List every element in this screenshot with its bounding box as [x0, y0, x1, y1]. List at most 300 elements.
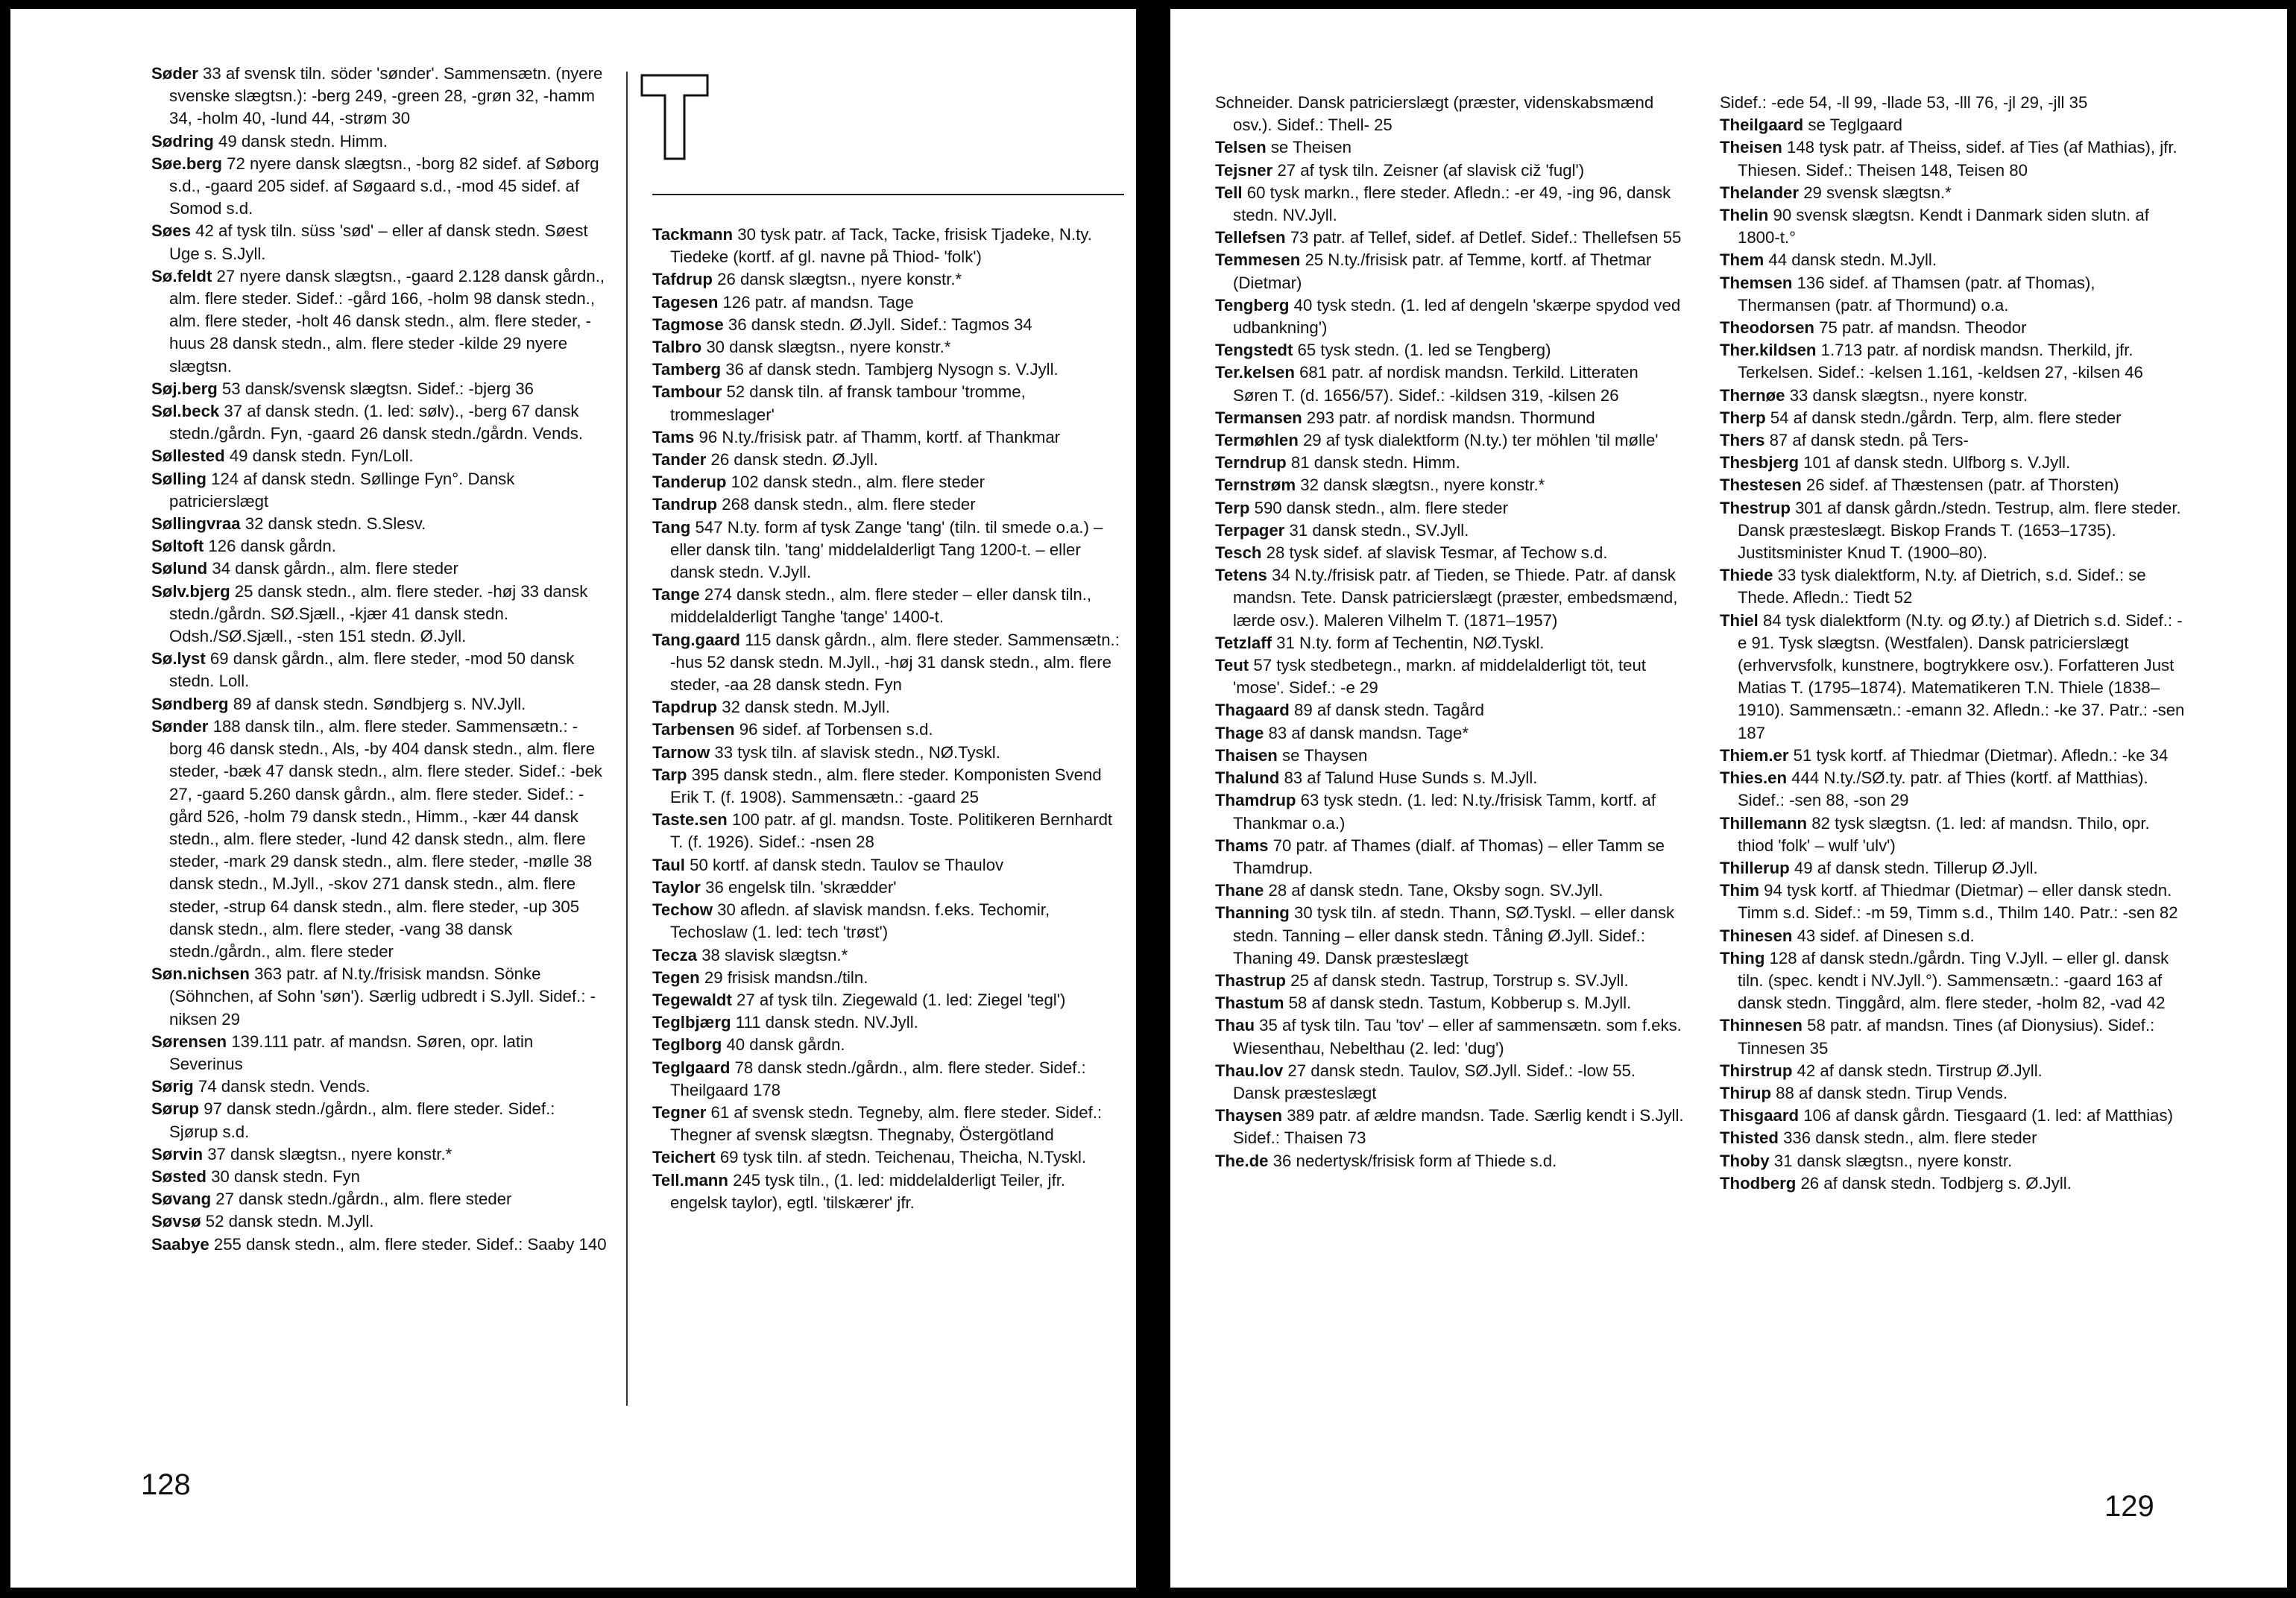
- entry-headword: Terpager: [1215, 520, 1285, 540]
- entry-headword: Talbro: [652, 338, 702, 357]
- dictionary-entry: [151, 1210, 608, 1233]
- entry-headword: Saabye: [151, 1234, 209, 1254]
- entry-text: 81 dansk stedn. Himm.: [1286, 453, 1460, 473]
- entry-headword: Søder: [151, 64, 198, 83]
- entry-headword: Tagesen: [652, 292, 719, 312]
- entry-text: 25 dansk stedn., alm. flere steder. -høj 33 dansk stedn./gårdn. SØ.Sjæll., -kjær 41 dansk stedn. Odsh./SØ.Sjæll., -sten 151 stedn. Ø.Jyll.: [169, 581, 588, 646]
- entry-headword: Teglborg: [652, 1035, 722, 1055]
- entry-text: 36 engelsk tiln. 'skrædder': [700, 877, 897, 897]
- entry-headword: Sølund: [151, 559, 208, 578]
- dictionary-entry: [652, 268, 1123, 291]
- entry-text: 49 dansk stedn. Fyn/Loll.: [224, 446, 414, 466]
- entry-text: 87 af dansk stedn. på Ters-: [1764, 431, 1969, 450]
- entry-text: 83 af dansk mandsn. Tage*: [1264, 723, 1469, 742]
- dictionary-entry: [151, 445, 608, 467]
- entry-headword: Thamdrup: [1215, 791, 1296, 810]
- entry-text: 274 dansk stedn., alm. flere steder – eller dansk tiln., middelalderligt Tanghe 'tange' 1400-t.: [670, 585, 1092, 627]
- dictionary-entry: [652, 629, 1123, 697]
- entry-headword: Ther.kildsen: [1720, 341, 1817, 360]
- entry-headword: Thestrup: [1720, 498, 1791, 517]
- entry-headword: Tang.gaard: [652, 630, 740, 649]
- entry-headword: Thiede: [1720, 566, 1773, 585]
- entry-headword: Thesbjerg: [1720, 453, 1800, 473]
- dictionary-entry: [1215, 249, 1685, 294]
- dictionary-entry: [1215, 1105, 1685, 1149]
- left-page-column-2: [652, 224, 1123, 1214]
- entry-headword: Søllested: [151, 446, 225, 466]
- entry-headword: Thastum: [1215, 994, 1284, 1013]
- entry-headword: Søn.nichsen: [151, 964, 250, 984]
- dictionary-entry: [151, 1188, 608, 1210]
- entry-text: 69 dansk gårdn., alm. flere steder, -mod 50 dansk stedn. Loll.: [169, 649, 575, 691]
- entry-text: 27 nyere dansk slægtsn., -gaard 2.128 dansk gårdn., alm. flere steder. Sidef.: -gård 166, -holm 98 dansk stedn., alm. flere steder, -holt 46 dansk stedn., alm. flere steder, -huus 28 dansk stedn., alm. flere steder -kilde 29 nyere slægtsn.: [169, 266, 605, 376]
- dictionary-entry: [151, 1234, 608, 1256]
- entry-text: 26 af dansk stedn. Todbjerg s. Ø.Jyll.: [1796, 1173, 2072, 1193]
- entry-text: 27 dansk stedn. Taulov, SØ.Jyll. Sidef.: -low 55. Dansk præsteslægt: [1233, 1061, 1636, 1102]
- entry-text: 389 patr. af ældre mandsn. Tade. Særlig kendt i S.Jyll. Sidef.: Thaisen 73: [1233, 1106, 1684, 1148]
- entry-headword: Tell.mann: [652, 1170, 728, 1190]
- entry-headword: Sø.lyst: [151, 649, 206, 669]
- entry-headword: Thillemann: [1720, 813, 1808, 833]
- dictionary-entry: [151, 1143, 608, 1166]
- entry-text: 31 dansk slægtsn., nyere konstr.: [1769, 1151, 2013, 1170]
- dictionary-entry: [1720, 249, 2189, 271]
- dictionary-entry: [1720, 429, 2189, 452]
- entry-text: 126 patr. af mandsn. Tage: [718, 292, 914, 312]
- entry-headword: Thies.en: [1720, 768, 1788, 788]
- entry-text: 26 dansk slægtsn., nyere konstr.*: [712, 270, 962, 289]
- entry-headword: Techow: [652, 900, 713, 920]
- dictionary-entry: [151, 220, 608, 265]
- entry-text: 52 dansk stedn. M.Jyll.: [201, 1212, 374, 1231]
- dictionary-entry: [1215, 452, 1685, 474]
- entry-text: 54 af dansk stedn./gårdn. Terp, alm. flere steder: [1765, 408, 2122, 427]
- dictionary-entry: [151, 400, 608, 445]
- dictionary-entry: [1720, 857, 2189, 879]
- entry-headword: Thirstrup: [1720, 1061, 1793, 1080]
- entry-text: 27 dansk stedn./gårdn., alm. flere steder: [211, 1190, 512, 1209]
- entry-text: 100 patr. af gl. mandsn. Toste. Politikeren Bernhardt T. (f. 1926). Sidef.: -nsen 28: [670, 810, 1113, 852]
- entry-headword: Thalund: [1215, 768, 1280, 788]
- entry-headword: Thoby: [1720, 1151, 1770, 1170]
- entry-text: 363 patr. af N.ty./frisisk mandsn. Sönke (Söhnchen, af Sohn 'søn'). Særlig udbredt i S.Jyll. Sidef.: -niksen 29: [169, 964, 596, 1029]
- entry-headword: Tell: [1215, 183, 1243, 202]
- dictionary-entry: [652, 1169, 1123, 1214]
- entry-text: 30 tysk tiln. af stedn. Thann, SØ.Tyskl. – eller dansk stedn. Tanning – eller dansk stedn. Tåning Ø.Jyll. Sidef.: Thaning 49. Dansk præsteslægt: [1233, 903, 1675, 967]
- entry-text: 32 dansk stedn. M.Jyll.: [717, 698, 890, 717]
- dictionary-entry: [652, 314, 1123, 336]
- entry-headword: Tackmann: [652, 225, 734, 244]
- dictionary-entry: [652, 877, 1123, 899]
- entry-headword: Thim: [1720, 881, 1759, 900]
- entry-headword: Søes: [151, 221, 192, 241]
- dictionary-entry: [151, 1076, 608, 1098]
- left-page-column-1: [151, 63, 608, 1256]
- dictionary-entry: [1215, 1060, 1685, 1105]
- right-page-column-2: [1720, 92, 2189, 1195]
- entry-headword: Tams: [652, 427, 695, 446]
- entry-headword: Søllingvraa: [151, 514, 241, 534]
- entry-text: 115 dansk gårdn., alm. flere steder. Sammensætn.: -hus 52 dansk stedn. M.Jyll., -høj 31 dansk stedn., alm. flere steder, -aa 28 dansk stedn. Fyn: [670, 630, 1120, 695]
- dictionary-entry: [1215, 1150, 1685, 1172]
- entry-text: 44 dansk stedn. M.Jyll.: [1764, 250, 1937, 270]
- entry-text: 1.713 patr. af nordisk mandsn. Therkild, jfr. Terkelsen. Sidef.: -kelsen 1.161, -keldsen 27, -kilsen 46: [1738, 341, 2143, 382]
- entry-text: 35 af tysk tiln. Tau 'tov' – eller af sammensætn. som f.eks. Wiesenthau, Nebelthau (2. led: 'dug'): [1233, 1016, 1682, 1058]
- entry-headword: Thane: [1215, 881, 1264, 900]
- dictionary-entry: [1720, 1105, 2189, 1127]
- entry-text: 34 N.ty./frisisk patr. af Tieden, se Thiede. Patr. af dansk mandsn. Tete. Dansk patricierslægt (præster, embedsmænd, lærde osv.). Maleren Vilhelm T. (1871–1957): [1233, 566, 1678, 630]
- dictionary-entry: [151, 153, 608, 221]
- dictionary-entry: [1720, 812, 2189, 857]
- dictionary-entry: [652, 696, 1123, 719]
- entry-headword: Theodorsen: [1720, 318, 1814, 338]
- entry-text: 31 dansk stedn., SV.Jyll.: [1284, 520, 1469, 540]
- dictionary-entry: [652, 899, 1123, 944]
- entry-text: 29 frisisk mandsn./tiln.: [699, 967, 868, 987]
- dictionary-entry: [1215, 745, 1685, 767]
- dictionary-entry: [1215, 136, 1685, 159]
- entry-headword: Tapdrup: [652, 698, 718, 717]
- entry-text: 36 dansk stedn. Ø.Jyll. Sidef.: Tagmos 34: [723, 315, 1032, 334]
- dictionary-entry: [1215, 654, 1685, 699]
- entry-headword: Thernøe: [1720, 385, 1785, 405]
- entry-headword: Teut: [1215, 656, 1249, 675]
- entry-text: 43 sidef. af Dinesen s.d.: [1792, 926, 1975, 945]
- entry-headword: Tetzlaff: [1215, 633, 1272, 652]
- entry-headword: Sørvin: [151, 1144, 204, 1163]
- entry-text: 94 tysk kortf. af Thiedmar (Dietmar) – eller dansk stedn. Timm s.d. Sidef.: -m 59, Timm s.d., Thilm 140. Patr.: -sen 82: [1738, 881, 2178, 923]
- dictionary-entry: [652, 1146, 1123, 1169]
- entry-text: 33 af svensk tiln. söder 'sønder'. Sammensætn. (nyere svenske slægtsn.): -berg 249, -green 28, -grøn 32, -hamm 34, -holm 40, -lund 44, -strøm 30: [169, 64, 603, 128]
- entry-headword: Theisen: [1720, 138, 1782, 157]
- entry-headword: Sørig: [151, 1077, 194, 1096]
- entry-text: 63 tysk stedn. (1. led: N.ty./frisisk Tamm, kortf. af Thankmar o.a.): [1233, 791, 1656, 833]
- dictionary-entry: [151, 1031, 608, 1076]
- dictionary-entry: [1720, 317, 2189, 339]
- entry-headword: Tandrup: [652, 495, 718, 514]
- entry-text: 70 patr. af Thames (dialf. af Thomas) – eller Tamm se Thamdrup.: [1233, 836, 1665, 877]
- entry-text: 28 tysk sidef. af slavisk Tesmar, af Techow s.d.: [1261, 543, 1608, 563]
- entry-headword: Tarp: [652, 765, 687, 784]
- dictionary-entry: [652, 1102, 1123, 1146]
- entry-headword: Thanning: [1215, 903, 1290, 923]
- dictionary-entry: [1720, 767, 2189, 812]
- entry-text: 30 tysk patr. af Tack, Tacke, frisisk Tjadeke, N.ty. Tiedeke (kortf. af gl. navne på Thiod- 'folk'): [670, 225, 1092, 267]
- entry-headword: Thastrup: [1215, 970, 1286, 990]
- entry-headword: Tafdrup: [652, 270, 713, 289]
- entry-headword: Tarbensen: [652, 720, 735, 739]
- dictionary-entry: [652, 1011, 1123, 1034]
- entry-text: 32 dansk stedn. S.Slesv.: [240, 514, 426, 534]
- entry-headword: Thers: [1720, 431, 1765, 450]
- entry-headword: Taul: [652, 855, 685, 874]
- entry-headword: Thagaard: [1215, 701, 1290, 720]
- entry-headword: Søl.beck: [151, 402, 220, 421]
- entry-text: 33 tysk tiln. af slavisk stedn., NØ.Tyskl.: [710, 742, 1000, 762]
- dictionary-entry: [652, 517, 1123, 584]
- dictionary-entry: [1215, 699, 1685, 721]
- entry-headword: Thage: [1215, 723, 1264, 742]
- dictionary-entry: [151, 1166, 608, 1188]
- entry-headword: Tambour: [652, 382, 722, 402]
- dictionary-entry: [1215, 542, 1685, 564]
- dictionary-entry: [151, 693, 608, 716]
- dictionary-entry: [1720, 1060, 2189, 1082]
- dictionary-entry: [1720, 114, 2189, 136]
- page-number: 129: [2104, 1490, 2154, 1523]
- entry-text: 90 svensk slægtsn. Kendt i Danmark siden slutn. af 1800-t.°: [1738, 206, 2149, 247]
- entry-headword: Taste.sen: [652, 810, 728, 830]
- entry-text: 72 nyere dansk slægtsn., -borg 82 sidef. af Søborg s.d., -gaard 205 sidef. af Søgaard s.d., -mod 45 sidef. af Somod s.d.: [169, 154, 599, 218]
- entry-text: 83 af Talund Huse Sunds s. M.Jyll.: [1279, 768, 1538, 788]
- entry-headword: Tengberg: [1215, 295, 1290, 315]
- column-divider: [626, 72, 628, 1406]
- dictionary-entry: [1720, 947, 2189, 1015]
- entry-headword: Sørup: [151, 1099, 200, 1119]
- entry-headword: Thirup: [1720, 1083, 1772, 1102]
- entry-text: 42 af dansk stedn. Tirstrup Ø.Jyll.: [1792, 1061, 2043, 1080]
- entry-text: 42 af tysk tiln. süss 'sød' – eller af dansk stedn. Søest Uge s. S.Jyll.: [169, 221, 588, 263]
- entry-text: 97 dansk stedn./gårdn., alm. flere steder. Sidef.: Sjørup s.d.: [169, 1099, 555, 1141]
- entry-text: 106 af dansk gårdn. Tiesgaard (1. led: af Matthias): [1799, 1106, 2174, 1125]
- entry-headword: Thelin: [1720, 206, 1769, 225]
- entry-headword: Tamberg: [652, 360, 722, 379]
- entry-headword: Tegen: [652, 967, 700, 987]
- entry-text: 124 af dansk stedn. Søllinge Fyn°. Dansk patricierslægt: [169, 469, 515, 511]
- entry-headword: Teglgaard: [652, 1058, 731, 1077]
- dictionary-entry: [1720, 272, 2189, 317]
- dictionary-entry: [1215, 92, 1685, 136]
- dictionary-entry: [1215, 497, 1685, 519]
- entry-headword: Søvsø: [151, 1212, 201, 1231]
- entry-headword: Thelander: [1720, 183, 1800, 202]
- entry-text: 139.111 patr. af mandsn. Søren, opr. latin Severinus: [169, 1032, 534, 1073]
- entry-headword: Termøhlen: [1215, 431, 1299, 450]
- entry-text: 88 af dansk stedn. Tirup Vends.: [1771, 1083, 2008, 1102]
- dictionary-entry: [652, 854, 1123, 877]
- entry-text: 28 af dansk stedn. Tane, Oksby sogn. SV.Jyll.: [1264, 881, 1603, 900]
- entry-text: 89 af dansk stedn. Søndbjerg s. NV.Jyll.: [228, 694, 526, 713]
- dictionary-entry: [652, 224, 1123, 268]
- entry-headword: Thaisen: [1215, 745, 1278, 765]
- entry-text: 29 af tysk dialektform (N.ty.) ter möhlen 'til mølle': [1298, 431, 1659, 450]
- entry-headword: Thisgaard: [1720, 1106, 1800, 1125]
- entry-text: Sidef.: -ede 54, -ll 99, -llade 53, -lll 76, -jl 29, -jll 35: [1720, 93, 2088, 112]
- dictionary-entry: [652, 381, 1123, 426]
- dictionary-entry: [652, 336, 1123, 359]
- dictionary-entry: [151, 130, 608, 153]
- entry-text: 26 sidef. af Thæstensen (patr. af Thorsten): [1801, 476, 2119, 495]
- entry-text: 293 patr. af nordisk mandsn. Thormund: [1302, 408, 1595, 427]
- left-page: [10, 9, 1136, 1588]
- entry-text: 52 dansk tiln. af fransk tambour 'tromme, trommeslager': [670, 382, 1026, 424]
- entry-headword: Thau: [1215, 1016, 1255, 1035]
- dictionary-entry: [652, 584, 1123, 628]
- dictionary-entry: [1720, 136, 2189, 181]
- entry-headword: Tange: [652, 585, 700, 604]
- entry-headword: Ter.kelsen: [1215, 363, 1295, 382]
- entry-text: 53 dansk/svensk slægtsn. Sidef.: -bjerg 36: [217, 379, 534, 398]
- dictionary-entry: [151, 581, 608, 648]
- entry-text: 40 tysk stedn. (1. led af dengeln 'skærpe spydod ved udbankning'): [1233, 295, 1681, 338]
- dictionary-entry: [652, 1034, 1123, 1056]
- entry-text: 547 N.ty. form af tysk Zange 'tang' (tiln. til smede o.a.) – eller dansk tiln. 'tang' middelalderligt Tang 1200-t. – eller dansk stedn. V.Jyll.: [670, 517, 1103, 582]
- entry-text: 37 af dansk stedn. (1. led: sølv)., -berg 67 dansk stedn./gårdn. Fyn, -gaard 26 dansk stedn./gårdn. Vends.: [169, 402, 584, 443]
- entry-headword: Teichert: [652, 1148, 716, 1167]
- entry-headword: Teglbjærg: [652, 1013, 731, 1032]
- entry-headword: Tesch: [1215, 543, 1262, 563]
- dictionary-entry: [1215, 767, 1685, 789]
- dictionary-entry: [151, 558, 608, 580]
- entry-headword: Terp: [1215, 498, 1250, 517]
- entry-text: 96 sidef. af Torbensen s.d.: [734, 720, 933, 739]
- entry-headword: Sølling: [151, 469, 206, 488]
- entry-headword: Termansen: [1215, 408, 1302, 427]
- entry-headword: Tagmose: [652, 315, 724, 334]
- entry-text: 27 af tysk tiln. Ziegewald (1. led: Ziegel 'tegl'): [731, 990, 1066, 1009]
- entry-headword: Tetens: [1215, 566, 1267, 585]
- entry-headword: Sø.feldt: [151, 266, 212, 285]
- entry-text: 188 dansk tiln., alm. flere steder. Sammensætn.: -borg 46 dansk stedn., Als, -by 404 dansk stedn., alm. flere steder, -bæk 47 dansk stedn., alm. flere steder. Sidef.: -bek 27, -gaard 5.260 dansk gårdn., alm. flere steder. Sidef.: -gård 526, -holm 79 dansk stedn., Himm., -kær 44 dansk stedn., alm. flere steder, -lund 42 dansk stedn., alm. flere steder, -mark 29 dansk stedn., alm. flere steder, -mølle 38 dansk stedn., M.Jyll., -skov 271 dansk stedn., alm. flere steder, -strup 64 dansk stedn., alm. flere steder, -up 305 dansk stedn., alm. flere steder, -vang 38 dansk stedn./gårdn., alm. flere steder: [169, 716, 602, 961]
- entry-text: 82 tysk slægtsn. (1. led: af mandsn. Thilo, opr. thiod 'folk' – wulf 'ulv'): [1738, 813, 2150, 855]
- dictionary-entry: [1215, 879, 1685, 902]
- entry-text: 336 dansk stedn., alm. flere steder: [1778, 1128, 2037, 1148]
- entry-headword: Thisted: [1720, 1128, 1779, 1148]
- dictionary-entry: [652, 944, 1123, 967]
- entry-text: 25 N.ty./frisisk patr. af Temme, kortf. af Thetmar (Dietmar): [1233, 250, 1652, 292]
- page-number: 128: [141, 1468, 191, 1501]
- entry-text: 111 dansk stedn. NV.Jyll.: [731, 1013, 918, 1032]
- dictionary-entry: [1215, 519, 1685, 542]
- dictionary-entry: [652, 719, 1123, 741]
- entry-headword: Thillerup: [1720, 858, 1790, 877]
- dictionary-entry: [652, 449, 1123, 471]
- entry-text: 34 dansk gårdn., alm. flere steder: [207, 559, 458, 578]
- dictionary-entry: [1215, 407, 1685, 429]
- entry-text: 126 dansk gårdn.: [204, 537, 336, 556]
- dictionary-entry: [151, 378, 608, 400]
- dictionary-entry: [1720, 745, 2189, 767]
- entry-headword: Temmesen: [1215, 250, 1301, 270]
- dictionary-entry: [1215, 474, 1685, 496]
- entry-headword: The.de: [1215, 1151, 1269, 1170]
- entry-text: 101 af dansk stedn. Ulfborg s. V.Jyll.: [1799, 453, 2071, 473]
- entry-text: 32 dansk slægtsn., nyere konstr.*: [1296, 476, 1545, 495]
- dictionary-entry: [151, 716, 608, 963]
- entry-text: 61 af svensk stedn. Tegneby, alm. flere steder. Sidef.: Thegner af svensk slægtsn. Thegnaby, Östergötland: [670, 1102, 1103, 1145]
- dictionary-entry: [1215, 361, 1685, 406]
- entry-text: 31 N.ty. form af Techentin, NØ.Tyskl.: [1272, 633, 1545, 652]
- dictionary-entry: [652, 989, 1123, 1011]
- dictionary-entry: [1720, 385, 2189, 407]
- entry-headword: Tecza: [652, 945, 698, 964]
- entry-headword: Søndberg: [151, 694, 229, 713]
- entry-headword: Tegner: [652, 1102, 707, 1122]
- section-rule: [652, 194, 1124, 195]
- dictionary-entry: [1215, 835, 1685, 879]
- entry-headword: Søltoft: [151, 537, 204, 556]
- entry-text: 33 dansk slægtsn., nyere konstr.: [1785, 385, 2028, 405]
- entry-headword: Theilgaard: [1720, 116, 1804, 135]
- entry-text: 51 tysk kortf. af Thiedmar (Dietmar). Afledn.: -ke 34: [1788, 745, 2169, 765]
- dictionary-entry: [151, 468, 608, 513]
- entry-headword: Telsen: [1215, 138, 1267, 157]
- entry-headword: Therp: [1720, 408, 1766, 427]
- entry-headword: Thau.lov: [1215, 1061, 1284, 1080]
- entry-text: 444 N.ty./SØ.ty. patr. af Thies (kortf. af Matthias). Sidef.: -sen 88, -son 29: [1738, 768, 2148, 810]
- dictionary-entry: [1215, 339, 1685, 361]
- entry-text: 36 af dansk stedn. Tambjerg Nysogn s. V.Jyll.: [721, 360, 1059, 379]
- entry-text: 65 tysk stedn. (1. led se Tengberg): [1293, 341, 1551, 360]
- entry-headword: Thinesen: [1720, 926, 1793, 945]
- dictionary-entry: [1215, 632, 1685, 654]
- dictionary-entry: [151, 513, 608, 535]
- dictionary-entry: [1720, 610, 2189, 745]
- dictionary-entry: [1720, 1150, 2189, 1172]
- entry-text: 102 dansk stedn., alm. flere steder: [726, 473, 985, 492]
- entry-text: 301 af dansk gårdn./stedn. Testrup, alm. flere steder. Dansk præsteslægt. Biskop Frands T. (1653–1735). Justitsminister Knud T. (1900–80).: [1738, 498, 2181, 563]
- entry-headword: Tejsner: [1215, 160, 1273, 180]
- entry-headword: Tanderup: [652, 473, 727, 492]
- entry-text: 37 dansk slægtsn., nyere konstr.*: [203, 1144, 452, 1163]
- entry-headword: Thiel: [1720, 610, 1759, 630]
- entry-text: 27 af tysk tiln. Zeisner (af slavisk ciž 'fugl'): [1272, 160, 1585, 180]
- entry-headword: Søsted: [151, 1166, 206, 1186]
- entry-text: Schneider. Dansk patricierslægt (præster, videnskabsmænd osv.). Sidef.: Thell- 25: [1215, 93, 1654, 135]
- entry-text: 75 patr. af mandsn. Theodor: [1814, 318, 2027, 338]
- dictionary-entry: [652, 1057, 1123, 1102]
- dictionary-entry: [1720, 1082, 2189, 1105]
- dictionary-entry: [1215, 970, 1685, 992]
- entry-text: se Teglgaard: [1803, 116, 1903, 135]
- dictionary-entry: [151, 535, 608, 558]
- dictionary-entry: [652, 291, 1123, 314]
- entry-text: 25 af dansk stedn. Tastrup, Torstrup s. SV.Jyll.: [1285, 970, 1629, 990]
- entry-text: 245 tysk tiln., (1. led: middelalderligt Teiler, jfr. engelsk taylor), egtl. 'tilskærer' jfr.: [670, 1170, 1066, 1212]
- dictionary-entry: [1720, 182, 2189, 204]
- entry-headword: Thiem.er: [1720, 745, 1789, 765]
- entry-headword: Tarnow: [652, 742, 710, 762]
- dictionary-entry: [1720, 92, 2189, 114]
- dictionary-entry: [652, 809, 1123, 853]
- dictionary-entry: [1720, 407, 2189, 429]
- dictionary-entry: [1215, 227, 1685, 249]
- entry-headword: Tellefsen: [1215, 228, 1286, 247]
- dictionary-entry: [1720, 204, 2189, 249]
- entry-headword: Sødring: [151, 131, 214, 151]
- entry-headword: Tegewaldt: [652, 990, 732, 1009]
- entry-text: 58 af dansk stedn. Tastum, Kobberup s. M.Jyll.: [1284, 994, 1632, 1013]
- dictionary-entry: [652, 764, 1123, 809]
- dictionary-entry: [151, 265, 608, 378]
- entry-headword: Thinnesen: [1720, 1016, 1803, 1035]
- dictionary-entry: [1720, 925, 2189, 947]
- entry-text: 69 tysk tiln. af stedn. Teichenau, Theicha, N.Tyskl.: [715, 1148, 1087, 1167]
- entry-text: 78 dansk stedn./gårdn., alm. flere steder. Sidef.: Theilgaard 178: [670, 1058, 1086, 1099]
- entry-text: 681 patr. af nordisk mandsn. Terkild. Litteraten Søren T. (d. 1656/57). Sidef.: -kildsen 319, -kilsen 26: [1233, 363, 1639, 405]
- entry-headword: Søj.berg: [151, 379, 218, 398]
- entry-headword: Thodberg: [1720, 1173, 1797, 1193]
- entry-text: 49 dansk stedn. Himm.: [213, 131, 388, 151]
- entry-headword: Them: [1720, 250, 1764, 270]
- entry-headword: Ternstrøm: [1215, 476, 1296, 495]
- entry-text: 255 dansk stedn., alm. flere steder. Sidef.: Saaby 140: [209, 1234, 607, 1254]
- dictionary-entry: [1215, 182, 1685, 227]
- entry-text: 96 N.ty./frisisk patr. af Thamm, kortf. af Thankmar: [694, 427, 1061, 446]
- entry-text: 268 dansk stedn., alm. flere steder: [717, 495, 976, 514]
- dictionary-entry: [1720, 1014, 2189, 1059]
- right-page: [1170, 9, 2287, 1588]
